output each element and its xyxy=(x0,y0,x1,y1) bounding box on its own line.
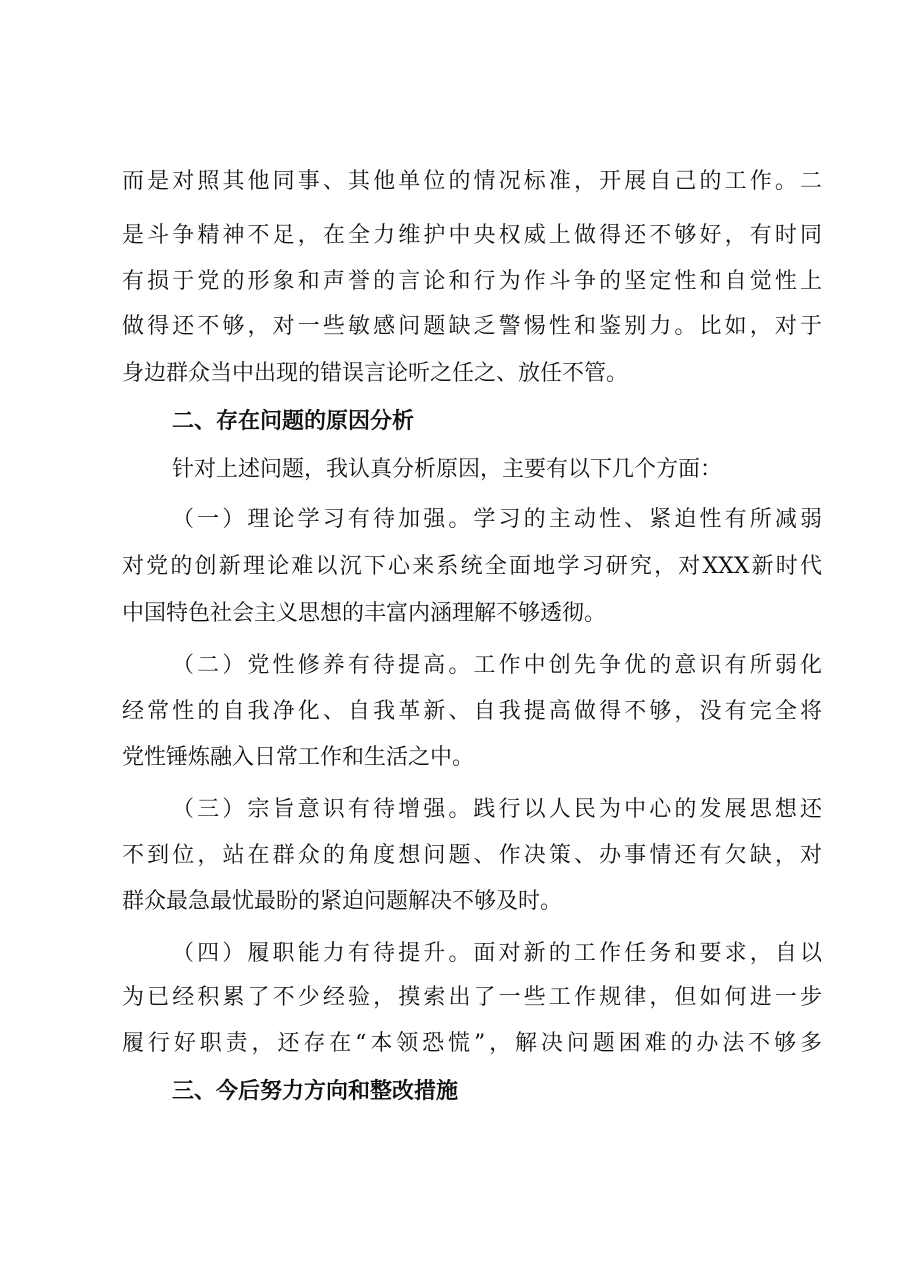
section-heading: 三、今后努力方向和整改措施 xyxy=(172,1079,459,1104)
body-text-line: 党性锤炼融入日常工作和生活之中。 xyxy=(122,745,475,770)
body-text-line: 履行好职责，还存在“本领恐慌”，解决问题困难的办法不够多 xyxy=(122,1031,822,1056)
body-text-line: 做得还不够，对一些敏感问题缺乏警惕性和鉴别力。比如，对于 xyxy=(122,314,822,339)
body-text-line: （三）宗旨意识有待增强。践行以人民为中心的发展思想还 xyxy=(172,797,822,822)
body-text-line: 是斗争精神不足，在全力维护中央权威上做得还不够好，有时同 xyxy=(122,223,822,248)
body-text-line: 为已经积累了不少经验，摸索出了一些工作规律，但如何进一步 xyxy=(122,985,822,1010)
body-text-line: 群众最急最忧最盼的紧迫问题解决不够及时。 xyxy=(122,889,563,914)
body-text-line: （四）履职能力有待提升。面对新的工作任务和要求，自以 xyxy=(172,941,822,966)
body-text-line: （一）理论学习有待加强。学习的主动性、紧迫性有所减弱 xyxy=(172,507,822,532)
body-text-line: 不到位，站在群众的角度想问题、作决策、办事情还有欠缺，对 xyxy=(122,843,822,868)
body-text-line: 对党的创新理论难以沉下心来系统全面地学习研究，对XXX新时代 xyxy=(122,554,822,579)
section-heading: 二、存在问题的原因分析 xyxy=(172,409,415,434)
body-text-line: 有损于党的形象和声誉的言论和行为作斗争的坚定性和自觉性上 xyxy=(122,269,822,294)
body-text-line: 身边群众当中出现的错误言论听之任之、放任不管。 xyxy=(122,361,629,386)
body-text-line: 中国特色社会主义思想的丰富内涵理解不够透彻。 xyxy=(122,601,607,626)
body-text-line: 而是对照其他同事、其他单位的情况标准，开展自己的工作。二 xyxy=(122,169,822,194)
body-text-line: 经常性的自我净化、自我革新、自我提高做得不够，没有完全将 xyxy=(122,699,822,724)
body-text-line: 针对上述问题，我认真分析原因，主要有以下几个方面： xyxy=(172,457,723,482)
body-text-line: （二）党性修养有待提高。工作中创先争优的意识有所弱化 xyxy=(172,653,822,678)
